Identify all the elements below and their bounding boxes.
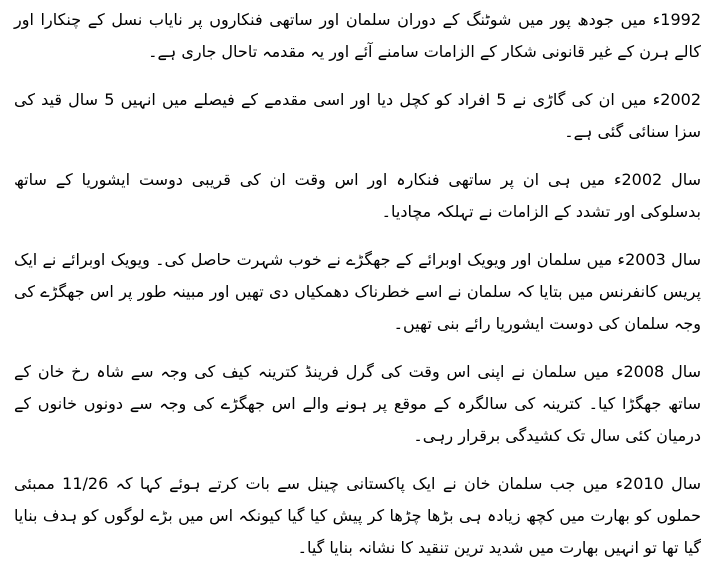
paragraph-2002-car-accident: 2002ء میں ان کی گاڑی نے 5 افراد کو کچل دیا اور اسی مقدمے کے فیصلے میں انہیں 5 سال قید کی سزا سنائی گئی ہے۔: [14, 90, 702, 141]
paragraph-2010-mumbai-attacks-remark: سال 2010ء میں جب سلمان خان نے ایک پاکستانی چینل سے بات کرتے ہوئے کہا کہ 11/26 ممبئی حملوں کو بھارت میں کچھ زیادہ ہی بڑھا چڑھا کر پیش کیا گیا کیونکہ اس میں بڑے لوگوں کو ہدف بنایا گیا تھا تو انہیں بھارت میں شدید ترین تنقید کا نشانہ بنایا گیا۔: [14, 474, 701, 557]
paragraph-2008-shah-rukh-khan: سال 2008ء میں سلمان نے اپنی اس وقت کی گرل فرینڈ کترینہ کیف کی وجہ سے شاہ رخ خان کے ساتھ جھگڑا کیا۔ کترینہ کی سالگرہ کے موقع پر ہونے والے اس جھگڑے کی وجہ سے دونوں خانوں کے درمیان کئی سال تک کشیدگی برقرار رہی۔: [14, 362, 701, 445]
paragraph-2003-vivek-oberoi: سال 2003ء میں سلمان اور ویویک اوبرائے کے جھگڑے نے خوب شہرت حاصل کی۔ ویویک اوبرائے نے ایک پریس کانفرنس میں بتایا کہ سلمان نے اسے خطرناک دھمکیاں دی تھیں اور مبینہ طور پر اس جھگڑے کی وجہ سلمان کی دوست ایشوریا رائے بنی تھیں۔: [14, 250, 701, 333]
paragraph-1992-blackbuck-case: 1992ء میں جودھ پور میں شوٹنگ کے دوران سلمان اور ساتھی فنکاروں پر نایاب نسل کے چنکارا اور کالے ہرن کے غیر قانونی شکار کے الزامات سامنے آئے اور یہ مقدمہ تاحال جاری ہے۔: [14, 10, 701, 61]
paragraph-2002-aishwarya-allegations: سال 2002ء میں ہی ان پر ساتھی فنکارہ اور اس وقت ان کی قریبی دوست ایشوریا کے ساتھ بدسلوکی اور تشدد کے الزامات نے تہلکہ مچادیا۔: [14, 170, 701, 221]
